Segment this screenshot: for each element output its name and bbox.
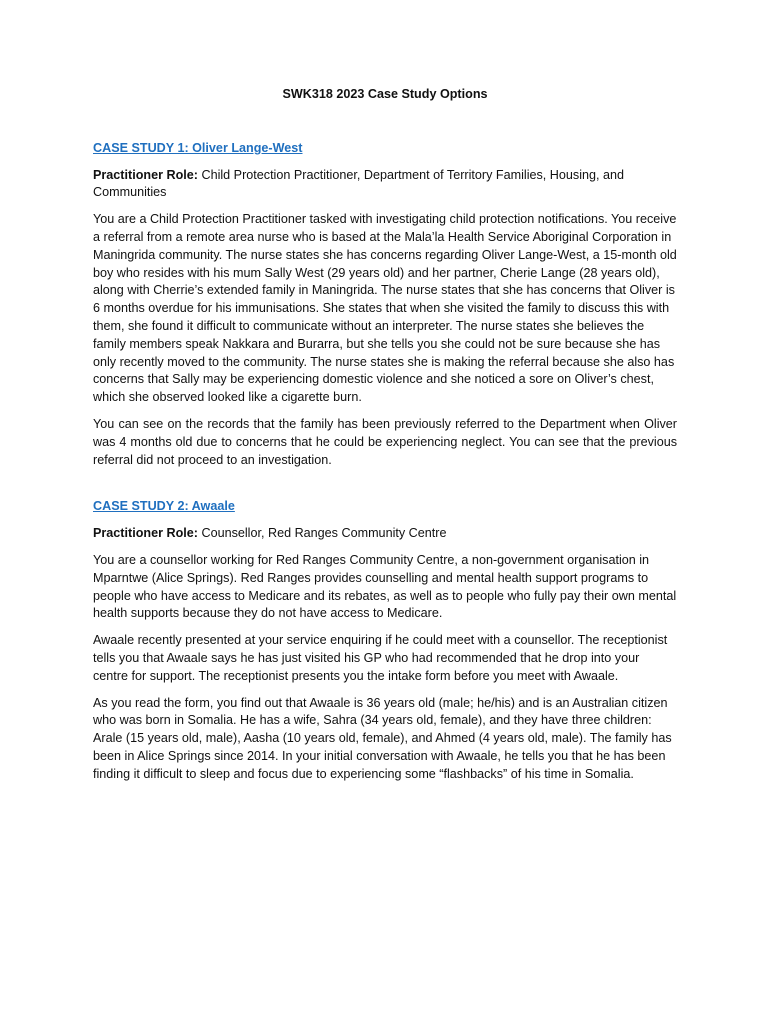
case-study-2-paragraph: Awaale recently presented at your service enquiring if he could meet with a counsellor. The receptionist tells you that Awaale says he has just visited his GP who had recommended that he drop into your centre for support. The receptionist presents you the intake form before you meet with Awaale.	[93, 633, 668, 683]
case-study-1-heading[interactable]: CASE STUDY 1: Oliver Lange-West	[93, 140, 303, 155]
practitioner-role-label: Practitioner Role:	[93, 167, 198, 182]
practitioner-role-text: Child Protection Practitioner, Department of Territory Families, Housing, and Communities	[93, 167, 625, 200]
practitioner-role-text: Counsellor, Red Ranges Community Centre	[197, 526, 447, 541]
case-study-1-paragraph: You are a Child Protection Practitioner tasked with investigating child protection notifications. You receive a referral from a remote area nurse who is based at the Mala’la Health Service Aboriginal Corporation in Maningrida community. The nurse states she has concerns regarding Oliver Lange-West, a 15-month old boy who resides with his mum Sally West (29 years old) and her partner, Cherie Lange (28 years old), along with Cherrie’s extended family in Maningrida. The nurse states that she has concerns that Oliver is 6 months overdue for his immunisations. She states that when she visited the family to discuss this with them, she found it difficult to communicate without an interpreter. The nurse states she believes the family members speak Nakkara and Burarra, but she tells you she could not be sure because she has only recently moved to the community. The nurse states she is making the referral because she also has concerns that Sally may be experiencing domestic violence and she noticed a sore on Oliver’s chest, which she observed looked like a cigarette burn.	[93, 212, 677, 405]
case-study-2-heading[interactable]: CASE STUDY 2: Awaale	[93, 499, 235, 514]
case-study-1	[93, 140, 677, 470]
case-study-1-paragraph: You can see on the records that the family has been previously referred to the Department when Oliver was 4 months old due to concerns that he could be experiencing neglect. You can see that the previous referral did not proceed to an investigation.	[93, 416, 677, 467]
case-study-2	[93, 498, 677, 783]
case-study-2-paragraph: As you read the form, you find out that Awaale is 36 years old (male; he/his) and is an Australian citizen who was born in Somalia. He has a wife, Sahra (34 years old, female), and they have three children: Arale (15 years old, male), Aasha (10 years old, female), and Ahmed (4 years old, male). The family has been in Alice Springs since 2014. In your initial conversation with Awaale, he tells you that he has been finding it difficult to sleep and focus due to experiencing some “flashbacks” of his time in Somalia.	[93, 695, 672, 781]
case-study-2-role	[93, 525, 677, 543]
document-title: SWK318 2023 Case Study Options	[282, 87, 488, 101]
case-study-1-role	[93, 167, 677, 203]
case-study-2-paragraph: You are a counsellor working for Red Ranges Community Centre, a non-government organisation in Mparntwe (Alice Springs). Red Ranges provides counselling and mental health support programs to people who have access to Medicare and its rebates, as well as to people who fully pay their own mental health supports because they do not have access to Medicare.	[93, 552, 677, 621]
document-content	[93, 86, 677, 793]
practitioner-role-label: Practitioner Role:	[93, 526, 198, 541]
